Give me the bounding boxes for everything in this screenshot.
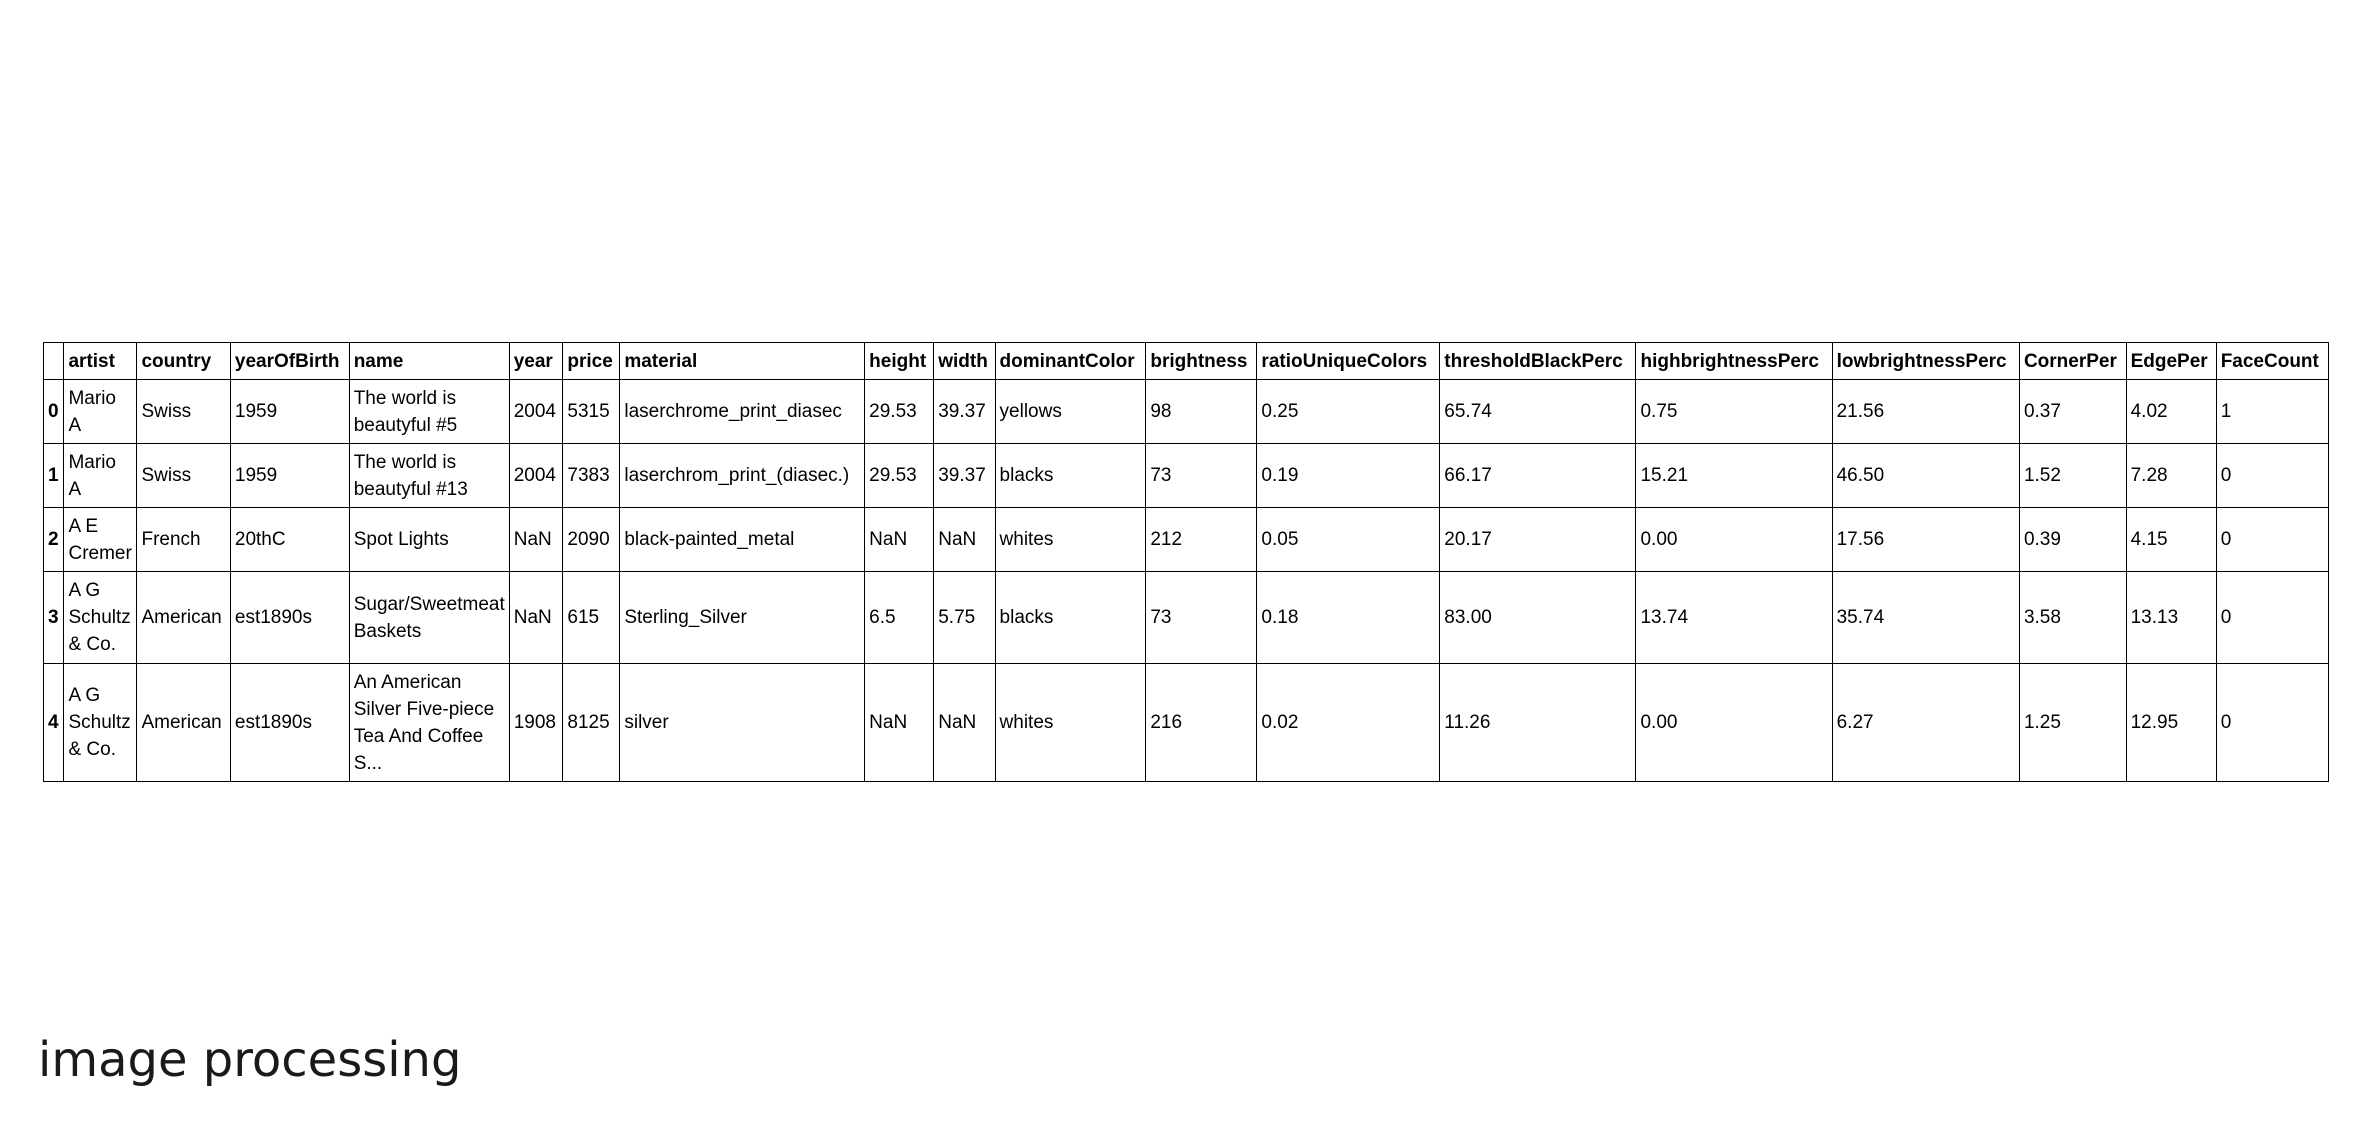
column-header-name: name — [349, 343, 509, 380]
cell-year: 2004 — [509, 380, 563, 444]
cell-width: NaN — [934, 508, 995, 572]
row-index-cell: 4 — [44, 664, 64, 782]
cell-price: 5315 — [563, 380, 620, 444]
cell-artist: A G Schultz & Co. — [64, 572, 137, 664]
cell-thresholdBlackPerc: 20.17 — [1440, 508, 1636, 572]
cell-name: An American Silver Five-piece Tea And Coffee S... — [349, 664, 509, 782]
cell-yearOfBirth: est1890s — [230, 664, 349, 782]
cell-EdgePer: 4.15 — [2126, 508, 2216, 572]
column-header-thresholdBlackPerc: thresholdBlackPerc — [1440, 343, 1636, 380]
cell-name: Sugar/Sweetmeat Baskets — [349, 572, 509, 664]
cell-brightness: 73 — [1146, 572, 1257, 664]
cell-ratioUniqueColors: 0.25 — [1257, 380, 1440, 444]
slide-caption: image processing — [38, 1032, 462, 1088]
cell-price: 2090 — [563, 508, 620, 572]
cell-material: Sterling_Silver — [620, 572, 865, 664]
table-row — [44, 444, 2329, 508]
cell-brightness: 73 — [1146, 444, 1257, 508]
cell-ratioUniqueColors: 0.02 — [1257, 664, 1440, 782]
cell-material: laserchrome_print_diasec — [620, 380, 865, 444]
cell-highbrightnessPerc: 0.00 — [1636, 508, 1832, 572]
cell-name: The world is beautyful #5 — [349, 380, 509, 444]
column-header-lowbrightnessPerc: lowbrightnessPerc — [1832, 343, 2019, 380]
column-header-country: country — [137, 343, 230, 380]
column-header-highbrightnessPerc: highbrightnessPerc — [1636, 343, 1832, 380]
index-header-cell — [44, 343, 64, 380]
table-body — [44, 380, 2329, 782]
table-row — [44, 664, 2329, 782]
cell-lowbrightnessPerc: 17.56 — [1832, 508, 2019, 572]
cell-dominantColor: whites — [995, 664, 1146, 782]
cell-brightness: 212 — [1146, 508, 1257, 572]
cell-EdgePer: 13.13 — [2126, 572, 2216, 664]
column-header-material: material — [620, 343, 865, 380]
cell-height: 6.5 — [865, 572, 934, 664]
cell-lowbrightnessPerc: 21.56 — [1832, 380, 2019, 444]
cell-dominantColor: whites — [995, 508, 1146, 572]
column-header-dominantColor: dominantColor — [995, 343, 1146, 380]
cell-EdgePer: 12.95 — [2126, 664, 2216, 782]
cell-EdgePer: 4.02 — [2126, 380, 2216, 444]
cell-price: 7383 — [563, 444, 620, 508]
cell-FaceCount: 0 — [2216, 508, 2328, 572]
cell-artist: A E Cremer — [64, 508, 137, 572]
cell-material: black-painted_metal — [620, 508, 865, 572]
table-row — [44, 380, 2329, 444]
cell-lowbrightnessPerc: 46.50 — [1832, 444, 2019, 508]
column-header-ratioUniqueColors: ratioUniqueColors — [1257, 343, 1440, 380]
cell-year: 2004 — [509, 444, 563, 508]
row-index-cell: 0 — [44, 380, 64, 444]
cell-year: NaN — [509, 572, 563, 664]
row-index-cell: 2 — [44, 508, 64, 572]
cell-highbrightnessPerc: 15.21 — [1636, 444, 1832, 508]
cell-lowbrightnessPerc: 35.74 — [1832, 572, 2019, 664]
cell-highbrightnessPerc: 0.00 — [1636, 664, 1832, 782]
column-header-yearOfBirth: yearOfBirth — [230, 343, 349, 380]
cell-thresholdBlackPerc: 65.74 — [1440, 380, 1636, 444]
cell-height: NaN — [865, 664, 934, 782]
table-header — [44, 343, 2329, 380]
row-index-cell: 1 — [44, 444, 64, 508]
cell-country: Swiss — [137, 380, 230, 444]
cell-price: 615 — [563, 572, 620, 664]
cell-FaceCount: 0 — [2216, 572, 2328, 664]
cell-height: NaN — [865, 508, 934, 572]
cell-yearOfBirth: 1959 — [230, 380, 349, 444]
cell-thresholdBlackPerc: 11.26 — [1440, 664, 1636, 782]
cell-country: Swiss — [137, 444, 230, 508]
table-row — [44, 508, 2329, 572]
cell-thresholdBlackPerc: 66.17 — [1440, 444, 1636, 508]
column-header-artist: artist — [64, 343, 137, 380]
cell-artist: Mario A — [64, 380, 137, 444]
cell-width: 39.37 — [934, 380, 995, 444]
column-header-price: price — [563, 343, 620, 380]
cell-material: laserchrom_print_(diasec.) — [620, 444, 865, 508]
column-header-height: height — [865, 343, 934, 380]
cell-artist: Mario A — [64, 444, 137, 508]
header-row — [44, 343, 2329, 380]
cell-CornerPer: 0.37 — [2019, 380, 2126, 444]
cell-country: American — [137, 664, 230, 782]
cell-ratioUniqueColors: 0.05 — [1257, 508, 1440, 572]
dataframe-table — [43, 342, 2329, 782]
cell-yearOfBirth: 1959 — [230, 444, 349, 508]
cell-CornerPer: 1.52 — [2019, 444, 2126, 508]
column-header-EdgePer: EdgePer — [2126, 343, 2216, 380]
column-header-year: year — [509, 343, 563, 380]
cell-FaceCount: 0 — [2216, 444, 2328, 508]
cell-highbrightnessPerc: 13.74 — [1636, 572, 1832, 664]
cell-dominantColor: blacks — [995, 444, 1146, 508]
cell-height: 29.53 — [865, 444, 934, 508]
cell-highbrightnessPerc: 0.75 — [1636, 380, 1832, 444]
cell-price: 8125 — [563, 664, 620, 782]
table-row — [44, 572, 2329, 664]
cell-width: 39.37 — [934, 444, 995, 508]
column-header-FaceCount: FaceCount — [2216, 343, 2328, 380]
cell-FaceCount: 0 — [2216, 664, 2328, 782]
cell-artist: A G Schultz & Co. — [64, 664, 137, 782]
cell-CornerPer: 3.58 — [2019, 572, 2126, 664]
column-header-CornerPer: CornerPer — [2019, 343, 2126, 380]
cell-year: 1908 — [509, 664, 563, 782]
cell-dominantColor: yellows — [995, 380, 1146, 444]
cell-yearOfBirth: est1890s — [230, 572, 349, 664]
cell-country: French — [137, 508, 230, 572]
cell-EdgePer: 7.28 — [2126, 444, 2216, 508]
cell-year: NaN — [509, 508, 563, 572]
cell-CornerPer: 1.25 — [2019, 664, 2126, 782]
cell-material: silver — [620, 664, 865, 782]
cell-brightness: 216 — [1146, 664, 1257, 782]
cell-yearOfBirth: 20thC — [230, 508, 349, 572]
column-header-brightness: brightness — [1146, 343, 1257, 380]
cell-height: 29.53 — [865, 380, 934, 444]
row-index-cell: 3 — [44, 572, 64, 664]
cell-lowbrightnessPerc: 6.27 — [1832, 664, 2019, 782]
cell-CornerPer: 0.39 — [2019, 508, 2126, 572]
cell-ratioUniqueColors: 0.19 — [1257, 444, 1440, 508]
cell-thresholdBlackPerc: 83.00 — [1440, 572, 1636, 664]
cell-width: NaN — [934, 664, 995, 782]
cell-name: The world is beautyful #13 — [349, 444, 509, 508]
cell-name: Spot Lights — [349, 508, 509, 572]
cell-dominantColor: blacks — [995, 572, 1146, 664]
column-header-width: width — [934, 343, 995, 380]
cell-country: American — [137, 572, 230, 664]
cell-ratioUniqueColors: 0.18 — [1257, 572, 1440, 664]
cell-brightness: 98 — [1146, 380, 1257, 444]
cell-width: 5.75 — [934, 572, 995, 664]
cell-FaceCount: 1 — [2216, 380, 2328, 444]
